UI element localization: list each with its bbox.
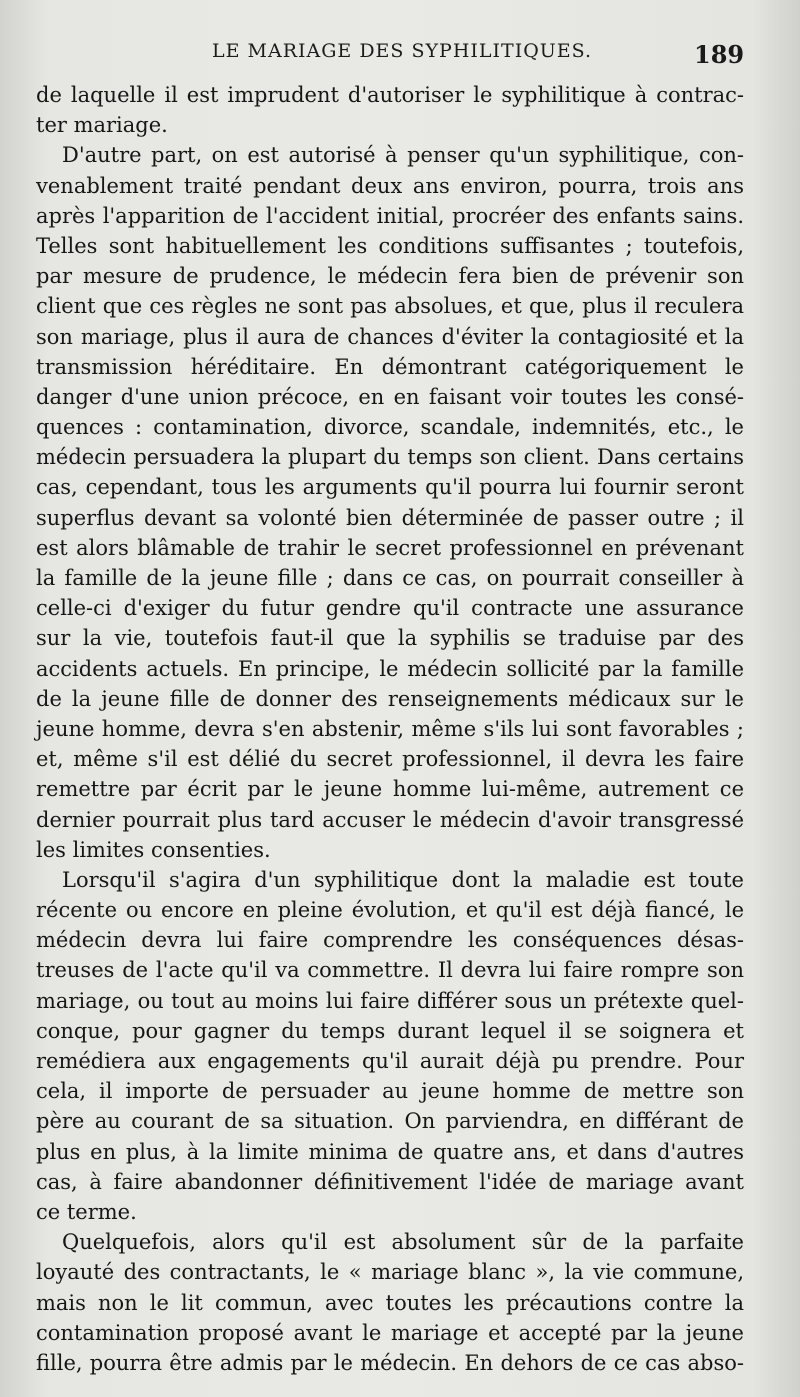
text-line: fille, pourra être admis par le médecin. En dehors de ce cas abso- bbox=[36, 1350, 744, 1375]
text-line: mariage, ou tout au moins lui faire différer sous un prétexte quel- bbox=[36, 988, 744, 1013]
text-line: danger d'une union précoce, en en faisant voir toutes les consé- bbox=[36, 384, 744, 409]
text-line: médecin devra lui faire comprendre les conséquences désas- bbox=[36, 928, 744, 953]
text-line: client que ces règles ne sont pas absolues, et que, plus il reculera bbox=[36, 294, 744, 319]
text-line: est alors blâmable de trahir le secret professionnel en prévenant bbox=[36, 535, 744, 560]
body-text bbox=[36, 80, 744, 1378]
running-title: LE MARIAGE DES SYPHILITIQUES. bbox=[212, 40, 593, 62]
text-line: cas, cependant, tous les arguments qu'il pourra lui fournir seront bbox=[36, 475, 744, 500]
text-line: par mesure de prudence, le médecin fera bien de prévenir son bbox=[36, 264, 744, 289]
text-line: mais non le lit commun, avec toutes les précautions contre la bbox=[36, 1290, 744, 1315]
text-line: D'autre part, on est autorisé à penser qu'un syphilitique, con- bbox=[62, 143, 744, 168]
text-line: Quelquefois, alors qu'il est absolument sûr de la parfaite bbox=[62, 1230, 744, 1255]
text-line: remettre par écrit par le jeune homme lui-même, autrement ce bbox=[36, 777, 744, 802]
text-line: conque, pour gagner du temps durant lequel il se soignera et bbox=[36, 1018, 744, 1043]
text-line: celle-ci d'exiger du futur gendre qu'il contracte une assurance bbox=[36, 596, 744, 621]
text-line: après l'apparition de l'accident initial, procréer des enfants sains. bbox=[36, 203, 744, 228]
text-line: son mariage, plus il aura de chances d'éviter la contagiosité et la bbox=[36, 324, 744, 349]
text-line: accidents actuels. En principe, le médecin sollicité par la famille bbox=[36, 656, 744, 681]
text-line: loyauté des contractants, le « mariage blanc », la vie commune, bbox=[36, 1260, 744, 1285]
text-line: sur la vie, toutefois faut-il que la syphilis se traduise par des bbox=[36, 626, 744, 651]
text-line: venablement traité pendant deux ans environ, pourra, trois ans bbox=[36, 173, 744, 198]
text-line: de laquelle il est imprudent d'autoriser le syphilitique à contrac- bbox=[36, 83, 744, 107]
text-line: médecin persuadera la plupart du temps son client. Dans certains bbox=[36, 445, 744, 470]
text-line: cas, à faire abandonner définitivement l'idée de mariage avant bbox=[36, 1169, 744, 1194]
text-line: dernier pourrait plus tard accuser le médecin d'avoir transgressé bbox=[36, 807, 744, 832]
text-line: et, même s'il est délié du secret professionnel, il devra les faire bbox=[36, 747, 744, 772]
text-line: ce terme. bbox=[36, 1199, 137, 1224]
text-line: Lorsqu'il s'agira d'un syphilitique dont la maladie est toute bbox=[62, 867, 744, 892]
text-line: la famille de la jeune fille ; dans ce cas, on pourrait conseiller à bbox=[36, 566, 744, 590]
page-number: 189 bbox=[694, 40, 745, 69]
text-line: les limites consenties. bbox=[36, 837, 271, 862]
text-line: remédiera aux engagements qu'il aurait déjà pu prendre. Pour bbox=[36, 1049, 744, 1073]
text-line: jeune homme, devra s'en abstenir, même s'ils lui sont favorables ; bbox=[36, 716, 744, 741]
text-line: quences : contamination, divorce, scandale, indemnités, etc., le bbox=[36, 415, 744, 440]
text-line: de la jeune fille de donner des renseignements médicaux sur le bbox=[36, 686, 744, 711]
text-line: treuses de l'acte qu'il va commettre. Il devra lui faire rompre son bbox=[36, 958, 744, 983]
text-line: cela, il importe de persuader au jeune homme de mettre son bbox=[36, 1079, 744, 1104]
text-line: transmission héréditaire. En démontrant catégoriquement le bbox=[36, 354, 744, 379]
text-line: plus en plus, à la limite minima de quatre ans, et dans d'autres bbox=[36, 1139, 744, 1164]
text-line: récente ou encore en pleine évolution, et qu'il est déjà fiancé, le bbox=[36, 898, 744, 923]
text-line: père au courant de sa situation. On parviendra, en différant de bbox=[36, 1109, 744, 1134]
text-line: Telles sont habituellement les conditions suffisantes ; toutefois, bbox=[36, 233, 744, 258]
text-line: superflus devant sa volonté bien déterminée de passer outre ; il bbox=[36, 505, 744, 530]
text-line: contamination proposé avant le mariage et accepté par la jeune bbox=[36, 1320, 744, 1345]
text-line: ter mariage. bbox=[36, 113, 168, 138]
